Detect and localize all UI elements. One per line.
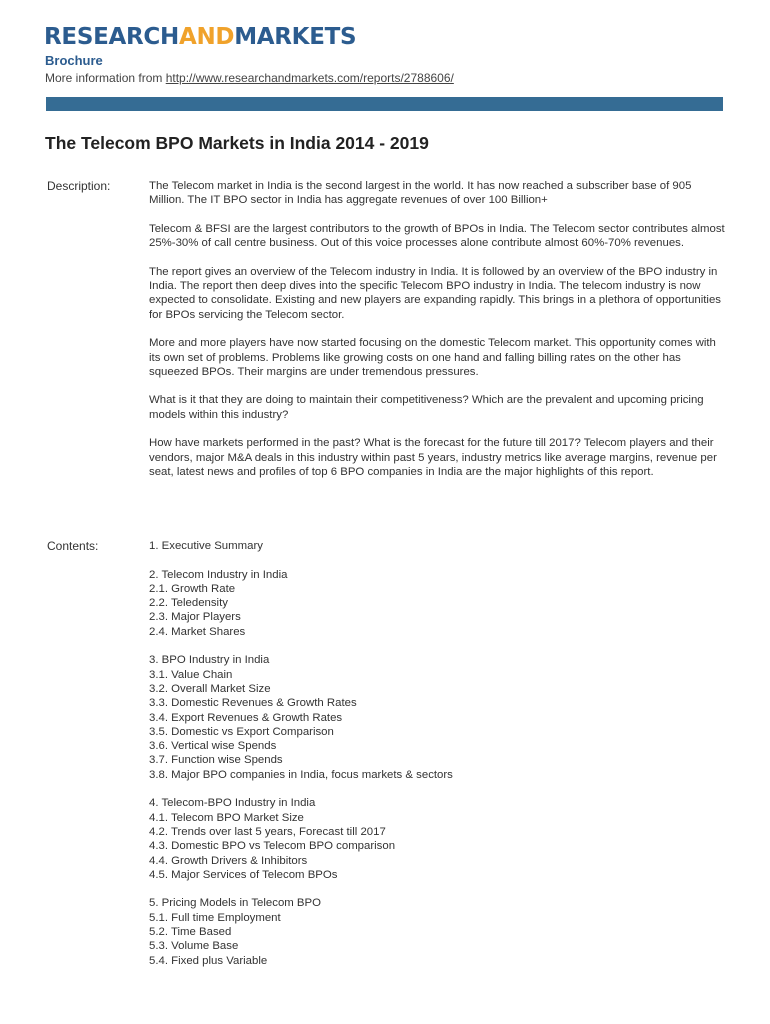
description-paragraph: Telecom & BFSI are the largest contributors to the growth of BPOs in India. The Telecom sector contributes almost 25%-30% of call centre business. Out of this voice processes alone contribute almost 60%-70% revenues. — [149, 222, 725, 250]
contents-item: 3. BPO Industry in India — [149, 654, 270, 667]
contents-section — [149, 539, 727, 553]
contents-item: 5.3. Volume Base — [149, 940, 239, 953]
contents-item: 4.4. Growth Drivers & Inhibitors — [149, 854, 308, 867]
contents-section — [149, 796, 727, 882]
contents-item: 3.2. Overall Market Size — [149, 682, 271, 695]
contents-item: 4.2. Trends over last 5 years, Forecast till 2017 — [149, 825, 386, 838]
description-label: Description: — [47, 179, 111, 193]
contents-item: 5.4. Fixed plus Variable — [149, 954, 268, 967]
contents-item: 4.3. Domestic BPO vs Telecom BPO comparison — [149, 840, 396, 853]
contents-label: Contents: — [47, 539, 99, 553]
researchandmarkets-logo — [44, 22, 356, 52]
description-paragraph: How have markets performed in the past? What is the forecast for the future till 2017? Telecom players and their vendors, major M&A deals in this industry within past 5 years, industry metrics like average margins, revenue per seat, latest news and profiles of top 6 BPO companies in India are the major highlights of this report. — [149, 437, 717, 478]
contents-item: 2.2. Teledensity — [149, 597, 228, 610]
contents-item: 3.3. Domestic Revenues & Growth Rates — [149, 697, 357, 710]
description-paragraph: What is it that they are doing to maintain their competitiveness? Which are the prevalent and upcoming pricing models within this industry? — [149, 394, 704, 421]
contents-item: 4.5. Major Services of Telecom BPOs — [149, 868, 338, 881]
contents-item: 2.4. Market Shares — [149, 625, 246, 638]
contents-item: 2. Telecom Industry in India — [149, 568, 288, 581]
more-info-text: More information from — [45, 71, 166, 85]
contents-item: 2.1. Growth Rate — [149, 582, 236, 595]
contents-item: 5. Pricing Models in Telecom BPO — [149, 897, 321, 910]
contents-item: 4.1. Telecom BPO Market Size — [149, 811, 304, 824]
contents-section — [149, 896, 727, 967]
description-paragraph: The Telecom market in India is the second largest in the world. It has now reached a subscriber base of 905 Million. The IT BPO sector in India has aggregate revenues of over 100 Billion+ — [149, 180, 692, 207]
contents-item: 3.4. Export Revenues & Growth Rates — [149, 711, 343, 724]
description-paragraph: More and more players have now started focusing on the domestic Telecom market. This opportunity comes with its own set of problems. Problems like growing costs on one hand and falling billing rates on the other has squeezed BPOs. Their margins are under tremendous pressures. — [149, 337, 716, 378]
contents-item: 2.3. Major Players — [149, 611, 241, 624]
contents-item: 3.1. Value Chain — [149, 668, 233, 681]
contents-section — [149, 568, 727, 639]
description-paragraph: The report gives an overview of the Telecom industry in India. It is followed by an overview of the BPO industry in India. The report then deep dives into the specific Telecom BPO industry in India. The telecom industry is now expected to consolidate. Existing and new players are expanding rapidly. This brings in a plethora of opportunities for BPOs servicing the Telecom sector. — [149, 265, 721, 321]
description-body — [149, 179, 727, 494]
logo-markets: MARKETS — [234, 24, 357, 50]
report-url-link[interactable]: http://www.researchandmarkets.com/reports/2788606/ — [165, 71, 454, 85]
contents-item: 5.2. Time Based — [149, 926, 232, 939]
contents-section — [149, 653, 727, 782]
logo-research: RESEARCH — [44, 24, 179, 50]
contents-item: 5.1. Full time Employment — [149, 911, 281, 924]
contents-item: 3.6. Vertical wise Spends — [149, 740, 277, 753]
contents-item: 3.7. Function wise Spends — [149, 754, 283, 767]
contents-item: 4. Telecom-BPO Industry in India — [149, 797, 316, 810]
contents-item: 3.8. Major BPO companies in India, focus markets & sectors — [149, 768, 453, 781]
contents-body — [149, 539, 727, 982]
brochure-label: Brochure — [45, 53, 103, 68]
logo-and: AND — [178, 24, 235, 50]
header-divider-bar — [46, 97, 723, 111]
report-title: The Telecom BPO Markets in India 2014 - 2019 — [45, 133, 429, 153]
more-info-line — [45, 70, 454, 86]
contents-item: 1. Executive Summary — [149, 540, 263, 552]
contents-item: 3.5. Domestic vs Export Comparison — [149, 725, 334, 738]
